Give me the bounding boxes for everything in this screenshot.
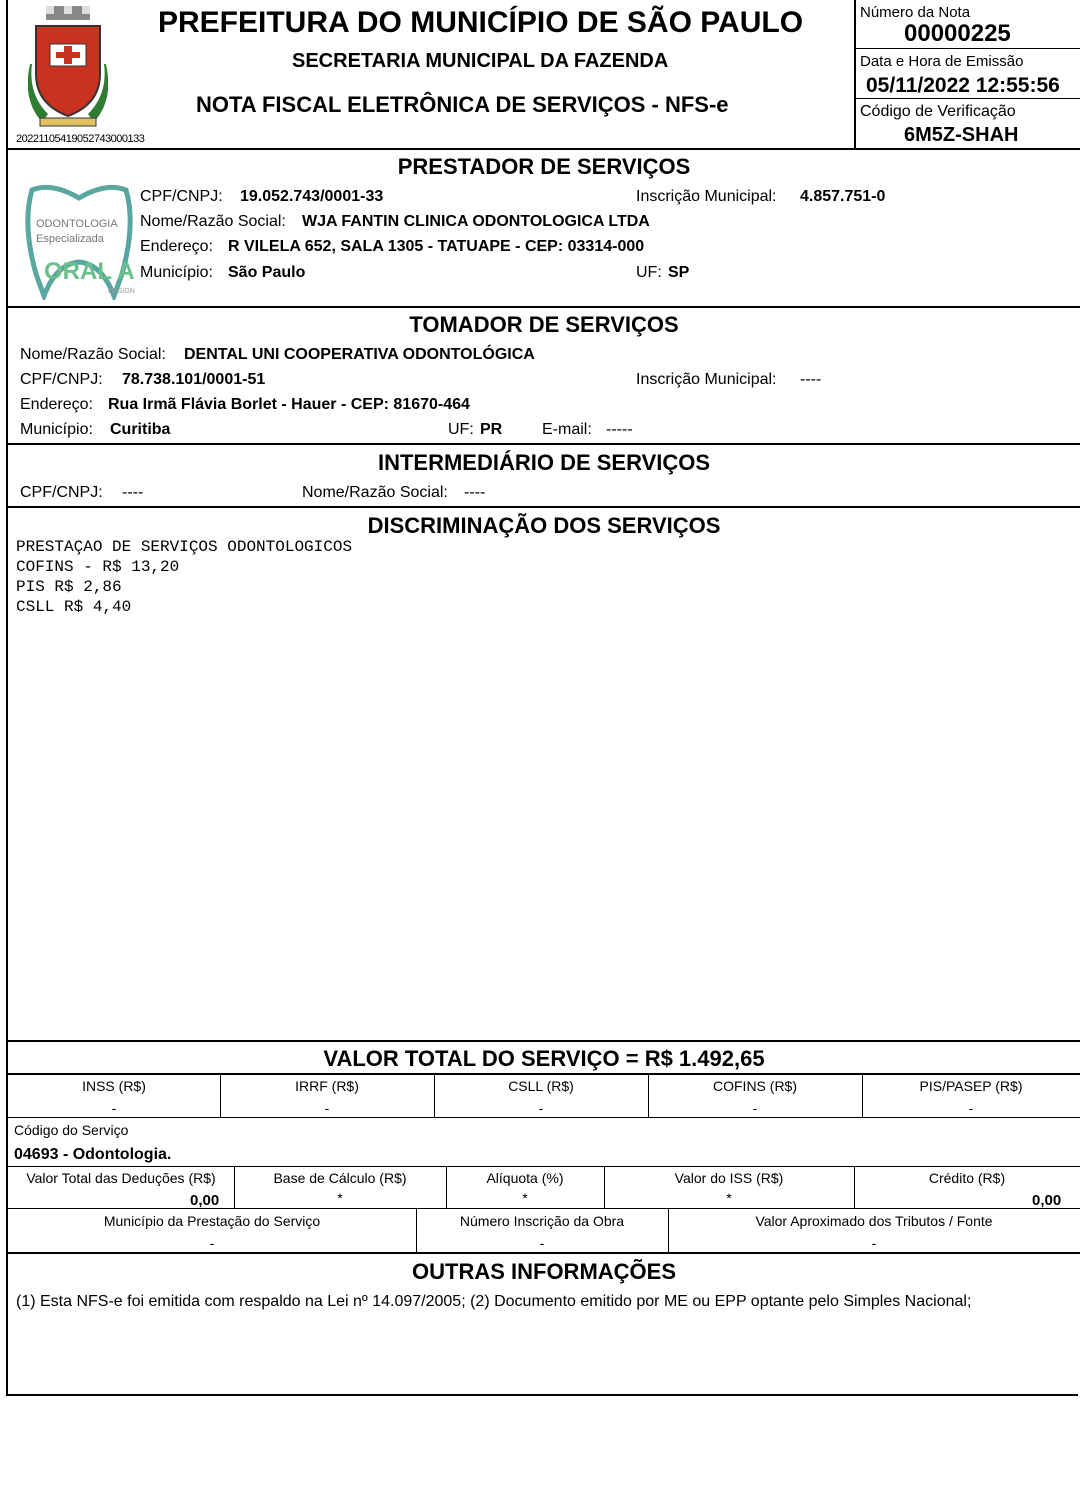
tomador-cnpj: 78.738.101/0001-51 [122, 371, 266, 388]
codigo-label: Código de Verificação [860, 103, 1016, 120]
aliquota-label: Alíquota (%) [486, 1170, 564, 1186]
tomador-im: ---- [800, 371, 822, 388]
logo-word: ORAL A [44, 258, 135, 285]
discriminacao-title: DISCRIMINAÇÃO DOS SERVIÇOS [367, 513, 721, 538]
discriminacao-line: CSLL R$ 4,40 [16, 598, 132, 616]
tomador-im-label: Inscrição Municipal: [636, 371, 777, 388]
city-title: PREFEITURA DO MUNICÍPIO DE SÃO PAULO [158, 6, 804, 39]
city-crest-icon [28, 4, 108, 130]
deducoes-value: 0,00 [190, 1192, 220, 1209]
logo-tag: DESIGN [108, 288, 135, 295]
barcode-text: 20221105419052743000133 [16, 133, 145, 145]
prestador-nome-label: Nome/Razão Social: [140, 213, 286, 230]
inss-value: - [111, 1100, 117, 1116]
tomador-nome: DENTAL UNI COOPERATIVA ODONTOLÓGICA [184, 346, 535, 363]
tomador-municipio: Curitiba [110, 421, 171, 438]
tomador-email-label: E-mail: [542, 421, 592, 438]
data-value: 05/11/2022 12:55:56 [866, 74, 1060, 97]
prestador-im: 4.857.751-0 [800, 188, 886, 205]
data-label: Data e Hora de Emissão [860, 53, 1024, 70]
credito-label: Crédito (R$) [928, 1170, 1006, 1186]
codigo-servico-label: Código do Serviço [14, 1122, 129, 1138]
prestador-endereco: R VILELA 652, SALA 1305 - TATUAPE - CEP: 03314-000 [228, 238, 645, 255]
tomador-uf: PR [480, 421, 503, 438]
nfse-document [6, 0, 1078, 1396]
municipio-prestacao-value: - [209, 1235, 215, 1251]
inss-label: INSS (R$) [82, 1078, 146, 1094]
prestador-nome: WJA FANTIN CLINICA ODONTOLOGICA LTDA [302, 213, 650, 230]
intermediario-cnpj: ---- [122, 484, 144, 501]
prestador-endereco-label: Endereço: [140, 238, 213, 255]
intermediario-nome-label: Nome/Razão Social: [302, 484, 448, 501]
pis-value: - [968, 1100, 974, 1116]
document-title: NOTA FISCAL ELETRÔNICA DE SERVIÇOS - NFS-e [196, 92, 729, 117]
prestador-municipio-label: Município: [140, 264, 213, 281]
base-calculo-label: Base de Cálculo (R$) [273, 1170, 407, 1186]
logo-line1: ODONTOLOGIA [36, 218, 118, 230]
deducoes-label: Valor Total das Deduções (R$) [26, 1170, 216, 1186]
discriminacao-line: COFINS - R$ 13,20 [16, 558, 180, 576]
tomador-endereco-label: Endereço: [20, 396, 93, 413]
discriminacao-line: PIS R$ 2,86 [16, 578, 122, 596]
tributos-value: - [871, 1235, 877, 1251]
prestador-uf: SP [668, 264, 690, 281]
csll-label: CSLL (R$) [508, 1078, 574, 1094]
obra-value: - [539, 1235, 545, 1251]
valor-total: VALOR TOTAL DO SERVIÇO = R$ 1.492,65 [323, 1046, 765, 1071]
tributos-label: Valor Aproximado dos Tributos / Fonte [755, 1213, 993, 1229]
aliquota-value: * [522, 1190, 528, 1206]
intermediario-cnpj-label: CPF/CNPJ: [20, 484, 103, 501]
prestador-im-label: Inscrição Municipal: [636, 188, 777, 205]
tomador-uf-label: UF: [448, 421, 474, 438]
tomador-email: ----- [606, 421, 633, 438]
codigo-servico: 04693 - Odontologia. [14, 1146, 172, 1163]
codigo-value: 6M5Z-SHAH [904, 124, 1019, 146]
credito-value: 0,00 [1032, 1192, 1062, 1209]
base-calculo-value: * [337, 1190, 343, 1206]
logo-line2: Especializada [36, 233, 104, 245]
intermediario-nome: ---- [464, 484, 486, 501]
cofins-label: COFINS (R$) [713, 1078, 797, 1094]
tomador-title: TOMADOR DE SERVIÇOS [409, 312, 679, 337]
tomador-endereco: Rua Irmã Flávia Borlet - Hauer - CEP: 81670-464 [108, 396, 470, 413]
municipio-prestacao-label: Município da Prestação do Serviço [103, 1213, 321, 1229]
numero-value: 00000225 [904, 20, 1011, 47]
prestador-cnpj-label: CPF/CNPJ: [140, 188, 223, 205]
numero-label: Número da Nota [860, 4, 971, 21]
intermediario-title: INTERMEDIÁRIO DE SERVIÇOS [377, 450, 711, 475]
irrf-label: IRRF (R$) [295, 1078, 359, 1094]
prestador-cnpj: 19.052.743/0001-33 [240, 188, 384, 205]
discriminacao-line: PRESTAÇAO DE SERVIÇOS ODONTOLOGICOS [16, 538, 353, 556]
prestador-municipio: São Paulo [228, 264, 306, 281]
tomador-municipio-label: Município: [20, 421, 93, 438]
iss-label: Valor do ISS (R$) [674, 1170, 784, 1186]
csll-value: - [538, 1100, 544, 1116]
tomador-cnpj-label: CPF/CNPJ: [20, 371, 103, 388]
department-name: SECRETARIA MUNICIPAL DA FAZENDA [292, 50, 669, 72]
iss-value: * [726, 1190, 732, 1206]
prestador-title: PRESTADOR DE SERVIÇOS [397, 154, 691, 179]
irrf-value: - [324, 1100, 330, 1116]
pis-label: PIS/PASEP (R$) [919, 1078, 1023, 1094]
cofins-value: - [752, 1100, 758, 1116]
obra-label: Número Inscrição da Obra [459, 1213, 625, 1229]
outras-text: (1) Esta NFS-e foi emitida com respaldo na Lei nº 14.097/2005; (2) Documento emitido por ME ou EPP optante pelo Simples Nacional; [16, 1293, 972, 1310]
provider-logo [22, 184, 136, 300]
outras-title: OUTRAS INFORMAÇÕES [412, 1259, 676, 1284]
prestador-uf-label: UF: [636, 264, 662, 281]
tomador-nome-label: Nome/Razão Social: [20, 346, 166, 363]
